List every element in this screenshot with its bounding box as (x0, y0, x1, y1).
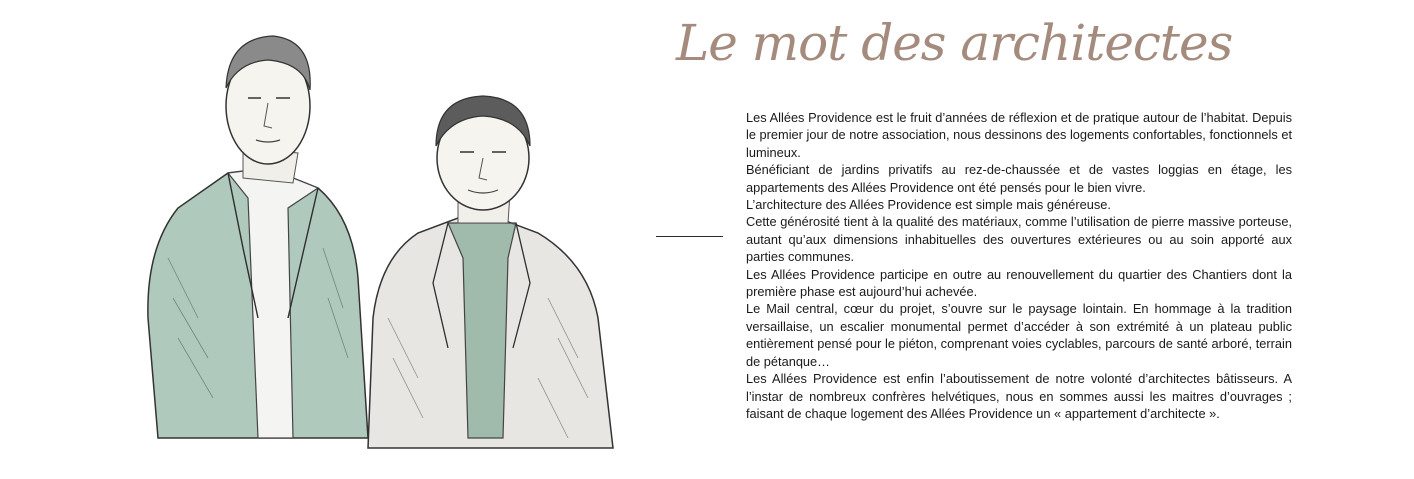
paragraph: Cette générosité tient à la qualité des matériaux, comme l’utilisation de pierre massive porteuse, autant qu’aux dimensions inhabituelles des ouvertures extérieures ou au soin apporté aux parties communes. (746, 214, 1292, 265)
architects-illustration (118, 18, 628, 470)
paragraph: L’architecture des Allées Providence est simple mais généreuse. (746, 197, 1111, 213)
divider-line (656, 236, 723, 237)
paragraph: Les Allées Providence participe en outre au renouvellement du quartier des Chantiers dont la première phase est aujourd’hui achevée. (746, 266, 1292, 300)
paragraph: Le Mail central, cœur du projet, s’ouvre sur le paysage lointain. En hommage à la tradition versaillaise, un escalier monumental permet d’accéder à son extrémité à un plateau public entièrement pensé pour le piéton, comprenant voies cyclables, parcours de santé arboré, terrain de pétanque… (746, 301, 1292, 369)
paragraph: Les Allées Providence est enfin l’aboutissement de notre volonté d’architectes bâtisseurs. A l’instar de nombreux confrères helvétiques, nous en sommes aussi les maitres d’ouvrages ; faisant de chaque logement des Allées Providence un « appartement d’architecte ». (746, 371, 1292, 421)
body-text (746, 109, 1292, 422)
paragraph: Bénéficiant de jardins privatifs au rez-de-chaussée et de vastes loggias en étage, les appartements des Allées Providence ont été pensés pour le bien vivre. (746, 162, 1292, 195)
paragraph: Les Allées Providence est le fruit d’années de réflexion et de pratique autour de l’habitat. Depuis le premier jour de notre association, nous dessinons des logements confortables, fonctionnels et lumineux. (746, 110, 1292, 160)
two-architects-sketch-illustration (148, 36, 613, 448)
page-title: Le mot des architectes (676, 14, 1233, 72)
